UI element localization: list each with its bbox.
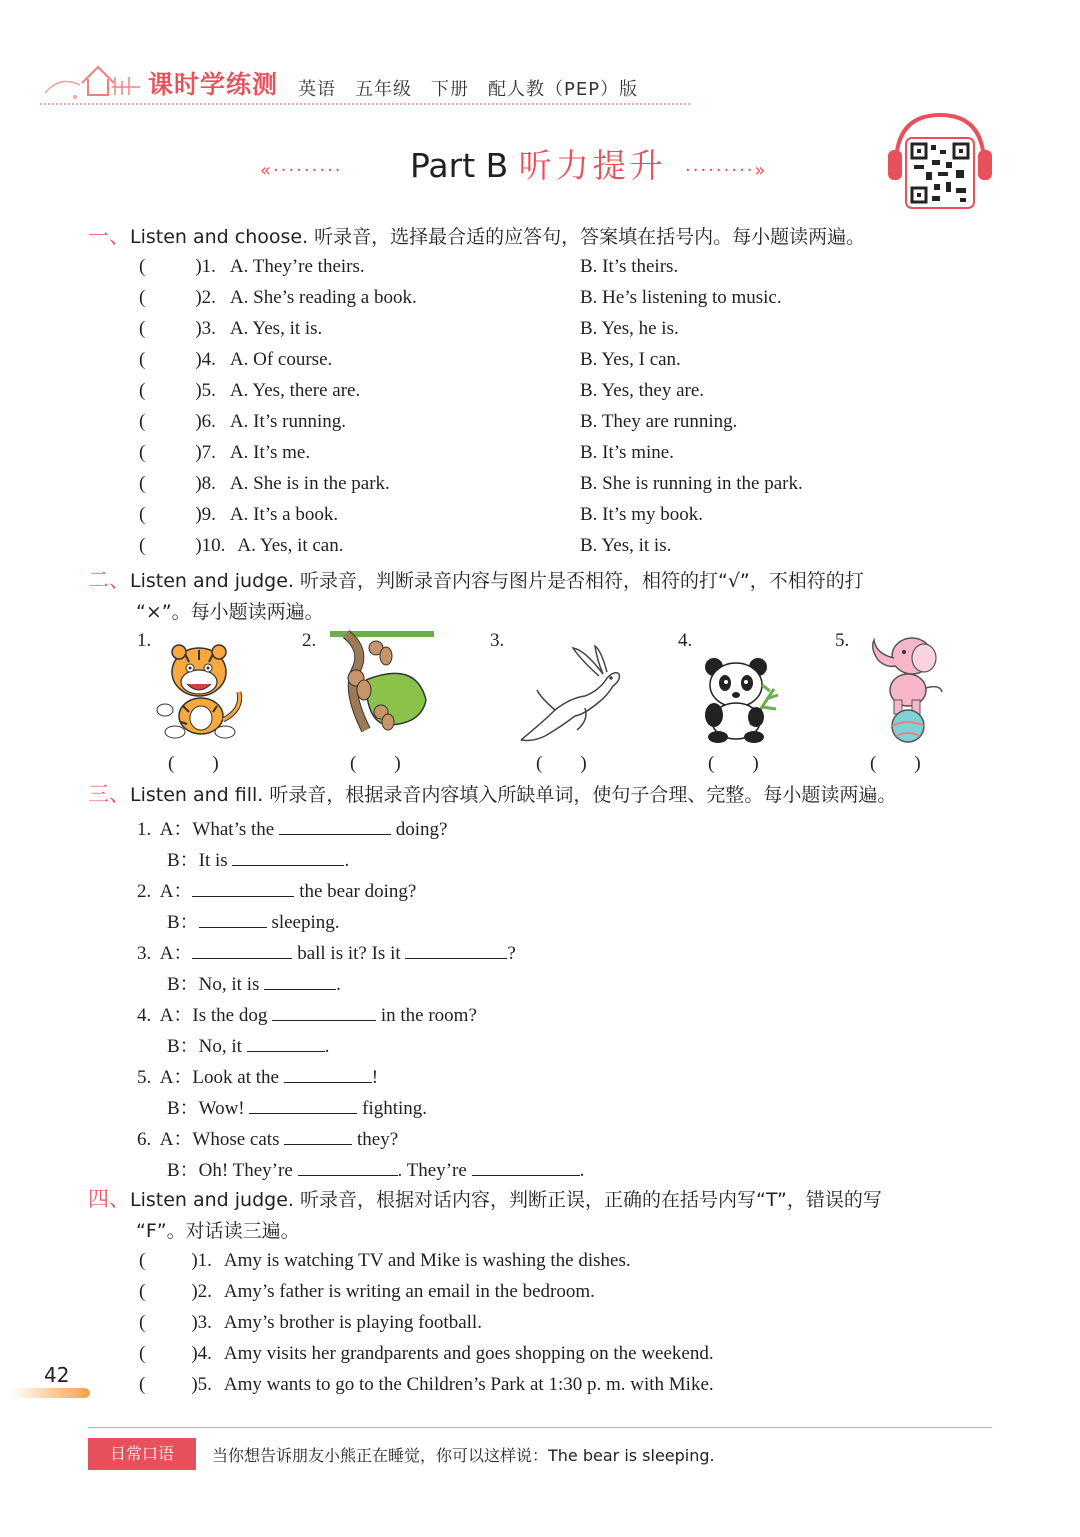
section2-instruction-line1: Listen and judge. 听录音，判断录音内容与图片是否相符，相符的打“√”，不相符的打 bbox=[130, 570, 864, 592]
choice-b[interactable]: B. Yes, it is. bbox=[580, 535, 672, 556]
paren-close: ) bbox=[191, 1374, 198, 1395]
line-text: A：Look at the bbox=[159, 1067, 279, 1088]
section1-heading bbox=[88, 221, 865, 253]
section4-instruction-line1: Listen and judge. 听录音，根据对话内容，判断正误，正确的在括号内写“T”，错误的写 bbox=[130, 1189, 882, 1211]
question-number: 3. bbox=[137, 943, 152, 964]
choice-item bbox=[139, 318, 322, 340]
page-number: 42 bbox=[44, 1363, 70, 1387]
section2-instruction-line2: “×”。每小题读两遍。 bbox=[136, 601, 324, 623]
answer-paren[interactable]: ( bbox=[139, 504, 146, 525]
choice-a[interactable]: A. Of course. bbox=[229, 349, 333, 370]
answer-paren[interactable]: ( bbox=[139, 1343, 146, 1364]
part-title-english: Part B bbox=[410, 146, 509, 185]
paren-close: ) bbox=[195, 442, 202, 463]
choice-item bbox=[139, 442, 310, 464]
fill-question-2b bbox=[167, 907, 340, 934]
choice-b[interactable]: B. It’s my book. bbox=[580, 504, 703, 525]
line-text: ? bbox=[507, 943, 516, 964]
choice-a[interactable]: A. It’s me. bbox=[229, 442, 311, 463]
answer-paren[interactable]: ( ) bbox=[536, 753, 587, 774]
answer-blank[interactable] bbox=[298, 1157, 398, 1176]
choice-a[interactable]: A. Yes, it can. bbox=[237, 535, 344, 556]
tiger-icon bbox=[155, 640, 247, 742]
question-number: 1. bbox=[197, 1250, 212, 1271]
judge-item bbox=[139, 1312, 482, 1334]
page-header bbox=[40, 55, 700, 110]
section1-instruction: Listen and choose. 听录音，选择最合适的应答句，答案填在括号内。每小题读两遍。 bbox=[130, 226, 866, 248]
answer-blank[interactable] bbox=[279, 816, 391, 835]
answer-paren[interactable]: ( bbox=[139, 1250, 146, 1271]
question-number: 10. bbox=[201, 535, 226, 556]
fill-question-3a bbox=[137, 938, 516, 965]
picture-number: 1. bbox=[137, 630, 152, 651]
paren-close: ) bbox=[195, 256, 202, 277]
section4-number: 四、 bbox=[88, 1187, 130, 1211]
choice-b[interactable]: B. It’s theirs. bbox=[580, 256, 679, 277]
answer-blank[interactable] bbox=[284, 1126, 352, 1145]
picture-number: 3. bbox=[490, 630, 505, 651]
elephant-ball-icon bbox=[860, 632, 950, 744]
brand-title: 课时学练测 bbox=[148, 70, 279, 99]
fill-question-4b bbox=[167, 1031, 329, 1058]
answer-blank[interactable] bbox=[284, 1064, 372, 1083]
answer-paren[interactable]: ( bbox=[139, 411, 146, 432]
section3-heading bbox=[88, 779, 896, 811]
page-number-bar bbox=[10, 1388, 90, 1398]
question-number: 5. bbox=[201, 380, 216, 401]
section1-number: 一、 bbox=[88, 224, 130, 248]
paren-close: ) bbox=[195, 380, 202, 401]
fill-question-3b bbox=[167, 969, 341, 996]
question-number: 4. bbox=[137, 1005, 152, 1026]
choice-item bbox=[139, 504, 338, 526]
line-text: . bbox=[579, 1160, 585, 1181]
choice-a[interactable]: A. Yes, there are. bbox=[229, 380, 361, 401]
paren-close: ) bbox=[195, 349, 202, 370]
answer-paren[interactable]: ( ) bbox=[870, 753, 921, 774]
answer-blank[interactable] bbox=[472, 1157, 580, 1176]
paren-close: ) bbox=[191, 1343, 198, 1364]
section2-heading bbox=[88, 565, 864, 628]
answer-blank[interactable] bbox=[264, 971, 336, 990]
choice-a[interactable]: A. She’s reading a book. bbox=[229, 287, 417, 308]
book-subtitle: 英语 五年级 下册 配人教（PEP）版 bbox=[298, 79, 639, 100]
choice-b[interactable]: B. Yes, he is. bbox=[580, 318, 679, 339]
choice-item bbox=[139, 287, 417, 309]
answer-paren[interactable]: ( bbox=[139, 535, 146, 556]
choice-a[interactable]: A. They’re theirs. bbox=[229, 256, 365, 277]
fill-question-5b bbox=[167, 1093, 427, 1120]
line-text: they? bbox=[356, 1129, 399, 1150]
section2-number: 二、 bbox=[88, 568, 130, 592]
line-text: B：Oh! They’re bbox=[167, 1160, 293, 1181]
line-text: A：Whose cats bbox=[159, 1129, 280, 1150]
right-chevron-deco-icon: ·········» bbox=[685, 160, 768, 181]
question-number: 8. bbox=[201, 473, 216, 494]
line-text: ball is it? Is it bbox=[297, 943, 401, 964]
answer-paren[interactable]: ( bbox=[139, 380, 146, 401]
answer-paren[interactable]: ( bbox=[139, 1312, 146, 1333]
paren-close: ) bbox=[191, 1312, 198, 1333]
rabbit-icon bbox=[515, 640, 625, 744]
question-number: 2. bbox=[137, 881, 152, 902]
question-number: 1. bbox=[137, 819, 152, 840]
question-number: 3. bbox=[201, 318, 216, 339]
paren-close: ) bbox=[191, 1281, 198, 1302]
fill-question-4a bbox=[137, 1000, 477, 1027]
line-text: A： bbox=[159, 943, 193, 964]
question-number: 1. bbox=[201, 256, 216, 277]
header-divider bbox=[40, 103, 690, 105]
question-number: 3. bbox=[197, 1312, 212, 1333]
question-number: 6. bbox=[201, 411, 216, 432]
panda-icon bbox=[700, 655, 780, 743]
statement-text: Amy is watching TV and Mike is washing the dishes. bbox=[223, 1250, 631, 1271]
paren-close: ) bbox=[195, 287, 202, 308]
line-text: B：No, it bbox=[167, 1036, 242, 1057]
section4-heading bbox=[88, 1184, 882, 1247]
choice-a[interactable]: A. Yes, it is. bbox=[229, 318, 323, 339]
left-chevron-deco-icon: «········· bbox=[260, 160, 343, 181]
footer-tag: 日常口语 bbox=[88, 1438, 196, 1470]
judge-item bbox=[139, 1343, 714, 1365]
choice-b[interactable]: B. They are running. bbox=[580, 411, 738, 432]
answer-blank[interactable] bbox=[247, 1033, 325, 1052]
statement-text: Amy visits her grandparents and goes shopping on the weekend. bbox=[223, 1343, 714, 1364]
answer-paren[interactable]: ( ) bbox=[708, 753, 759, 774]
choice-item bbox=[139, 535, 344, 557]
question-number: 5. bbox=[197, 1374, 212, 1395]
line-text: A：What’s the bbox=[159, 819, 275, 840]
fill-question-1a bbox=[137, 814, 447, 841]
answer-blank[interactable] bbox=[272, 1002, 376, 1021]
statement-text: Amy wants to go to the Children’s Park at 1:30 p. m. with Mike. bbox=[223, 1374, 714, 1395]
qr-code-headphones-icon[interactable] bbox=[886, 110, 994, 212]
section3-instruction: Listen and fill. 听录音，根据录音内容填入所缺单词，使句子合理、完整。每小题读两遍。 bbox=[130, 784, 897, 806]
part-title-text bbox=[410, 140, 667, 187]
answer-paren[interactable]: ( bbox=[139, 349, 146, 370]
answer-paren[interactable]: ( bbox=[139, 473, 146, 494]
choice-item bbox=[139, 473, 390, 495]
fill-question-1b bbox=[167, 845, 349, 872]
choice-b[interactable]: B. Yes, they are. bbox=[580, 380, 705, 401]
section4-instruction-line2: “F”。对话读三遍。 bbox=[136, 1220, 300, 1242]
judge-item bbox=[139, 1374, 714, 1396]
paren-close: ) bbox=[195, 411, 202, 432]
judge-item bbox=[139, 1281, 595, 1303]
question-number: 4. bbox=[197, 1343, 212, 1364]
picture-number: 4. bbox=[678, 630, 693, 651]
line-text: B：Wow! bbox=[167, 1098, 245, 1119]
answer-blank[interactable] bbox=[249, 1095, 357, 1114]
line-text: fighting. bbox=[362, 1098, 428, 1119]
line-text: B：No, it is bbox=[167, 974, 260, 995]
choice-b[interactable]: B. Yes, I can. bbox=[580, 349, 681, 370]
monkeys-tree-icon bbox=[326, 630, 438, 740]
footer-tip: 当你想告诉朋友小熊正在睡觉，你可以这样说：The bear is sleeping. bbox=[212, 1446, 715, 1465]
house-logo-icon bbox=[40, 55, 150, 107]
choice-b[interactable]: B. It’s mine. bbox=[580, 442, 674, 463]
answer-blank[interactable] bbox=[199, 909, 267, 928]
line-text: sleeping. bbox=[271, 912, 340, 933]
fill-question-2a bbox=[137, 876, 416, 903]
part-title bbox=[260, 140, 820, 190]
answer-paren[interactable]: ( bbox=[139, 442, 146, 463]
line-text: B：It is bbox=[167, 850, 228, 871]
section3-number: 三、 bbox=[88, 782, 130, 806]
line-text: A： bbox=[159, 881, 193, 902]
answer-paren[interactable]: ( bbox=[139, 1374, 146, 1395]
paren-close: ) bbox=[195, 318, 202, 339]
answer-blank[interactable] bbox=[232, 847, 344, 866]
paren-close: ) bbox=[195, 504, 202, 525]
paren-close: ) bbox=[195, 473, 202, 494]
fill-question-5a bbox=[137, 1062, 378, 1089]
choice-a[interactable]: A. It’s running. bbox=[229, 411, 347, 432]
answer-blank[interactable] bbox=[192, 878, 294, 897]
choice-b[interactable]: B. He’s listening to music. bbox=[580, 287, 782, 308]
answer-paren[interactable]: ( ) bbox=[168, 753, 219, 774]
line-text: doing? bbox=[395, 819, 448, 840]
fill-question-6a bbox=[137, 1124, 398, 1151]
question-number: 4. bbox=[201, 349, 216, 370]
paren-close: ) bbox=[195, 535, 202, 556]
line-text: the bear doing? bbox=[299, 881, 417, 902]
question-number: 5. bbox=[137, 1067, 152, 1088]
paren-close: ) bbox=[191, 1250, 198, 1271]
answer-paren[interactable]: ( bbox=[139, 256, 146, 277]
answer-blank[interactable] bbox=[192, 940, 292, 959]
answer-paren[interactable]: ( bbox=[139, 1281, 146, 1302]
line-text: in the room? bbox=[380, 1005, 477, 1026]
choice-a[interactable]: A. It’s a book. bbox=[229, 504, 339, 525]
question-number: 9. bbox=[201, 504, 216, 525]
line-text: . bbox=[344, 850, 350, 871]
choice-item bbox=[139, 380, 360, 402]
footer-divider bbox=[88, 1427, 992, 1428]
fill-question-6b bbox=[167, 1155, 584, 1182]
choice-b[interactable]: B. She is running in the park. bbox=[580, 473, 803, 494]
picture-number: 2. bbox=[302, 630, 317, 651]
choice-item bbox=[139, 411, 346, 433]
choice-item bbox=[139, 256, 365, 278]
picture-number: 5. bbox=[835, 630, 850, 651]
judge-item bbox=[139, 1250, 631, 1272]
answer-paren[interactable]: ( bbox=[139, 318, 146, 339]
line-text: . They’re bbox=[397, 1160, 467, 1181]
question-number: 2. bbox=[201, 287, 216, 308]
question-number: 6. bbox=[137, 1129, 152, 1150]
line-text: . bbox=[324, 1036, 330, 1057]
answer-paren[interactable]: ( bbox=[139, 287, 146, 308]
statement-text: Amy’s father is writing an email in the bedroom. bbox=[223, 1281, 595, 1302]
line-text: B： bbox=[167, 912, 199, 933]
question-number: 2. bbox=[197, 1281, 212, 1302]
line-text: ! bbox=[371, 1067, 379, 1088]
choice-a[interactable]: A. She is in the park. bbox=[229, 473, 390, 494]
part-title-chinese: 听力提升 bbox=[518, 146, 667, 185]
line-text: A：Is the dog bbox=[159, 1005, 268, 1026]
statement-text: Amy’s brother is playing football. bbox=[223, 1312, 482, 1333]
choice-item bbox=[139, 349, 332, 371]
answer-blank[interactable] bbox=[405, 940, 507, 959]
line-text: . bbox=[336, 974, 341, 995]
answer-paren[interactable]: ( ) bbox=[350, 753, 401, 774]
question-number: 7. bbox=[201, 442, 216, 463]
